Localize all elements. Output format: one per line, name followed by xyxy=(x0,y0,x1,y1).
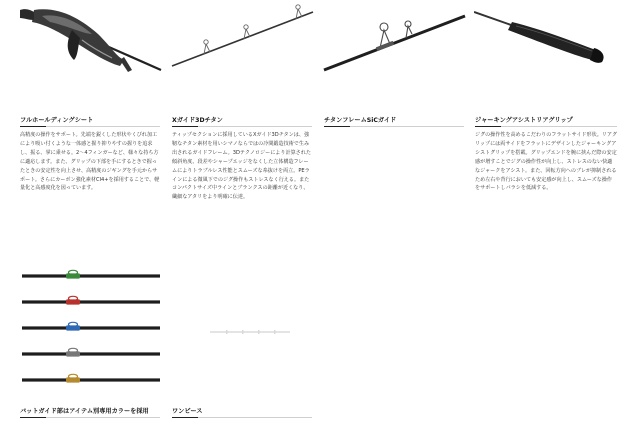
butt-guide-photo xyxy=(20,262,162,394)
rod-blank xyxy=(22,326,160,329)
title-underline xyxy=(172,126,312,127)
reel-seat-photo xyxy=(20,0,165,98)
rod-3 xyxy=(22,322,160,330)
title-underline xyxy=(20,126,160,127)
rod-5 xyxy=(22,374,160,382)
feature-description: ティップセクションに採用しているXガイド3Dチタンは、強靭なチタン素材を用いシマノならではの冷間鍛造技術で生み出されるガイドフレーム。3Dテクノロジーにより計算された傾斜角度、段差やシャープエッジをなくした立体構造フレームによりトラブルレス性能とスムーズな糸抜けを両立。PEラインによる微風下でのジグ操作もストレスなく行える。またコンパクトサイズ中ラインとブランクスの距離が近くなり、繊細なアタリをより明確に伝達。 xyxy=(172,132,311,201)
feature-title: ワンピース xyxy=(172,408,203,415)
feature-description: 高精度の操作をサポート。先端を鋭くした形状やくびれ加工により吸い付くような一体感と握り抑りやすの握りを追求し、振る、掌に乗せる。2～4フィンガーなど、様々な持ち方に適応します。また、グリップの下部を手にするときで握ったときの安定性を向上させ、高精度のジギングを手元からサポート。さらにカーボン強化素材CI4+を採用することで、軽量化と高感度化を図っています。 xyxy=(20,132,160,192)
title-underline xyxy=(172,417,312,418)
rod-blank xyxy=(22,300,160,303)
feature-title: バットガイド部はアイテム別専用カラーを採用 xyxy=(20,408,149,415)
one-piece-rod-photo xyxy=(170,262,315,394)
title-underline xyxy=(475,126,617,127)
rod-4 xyxy=(22,348,160,356)
sic-guide-photo xyxy=(322,0,467,98)
feature-title: ジャーキングアシストリアグリップ xyxy=(475,117,573,124)
feature-title: チタンフレームSiCガイド xyxy=(324,117,397,124)
rear-grip-photo xyxy=(474,0,620,98)
feature-title: Xガイド3Dチタン xyxy=(172,117,223,124)
title-underline xyxy=(324,126,464,127)
feature-title: フルホールディングシート xyxy=(20,117,94,124)
rod-blank xyxy=(22,352,160,355)
rod-blank xyxy=(22,378,160,381)
title-underline xyxy=(20,417,160,418)
rod-2 xyxy=(22,296,160,304)
rod-1 xyxy=(22,270,160,278)
rod-blank xyxy=(22,274,160,277)
x-guide-photo xyxy=(170,0,315,98)
feature-description: ジグの操作性を高めるこだわりのフラットサイド形状。リアグリップには両サイドをフラットにデザインしたジャーキングアシストグリップを搭載。グリップエンドを腕に挟んだ際の安定感が増すことでジグの操作性が向上し、ストレスのない快適なジャークをアシスト。また、回転方向へのブレが抑制されるため左右や背行においても安定感が向上し、スムーズな操作をサポートしバラシを低減する。 xyxy=(475,132,617,192)
